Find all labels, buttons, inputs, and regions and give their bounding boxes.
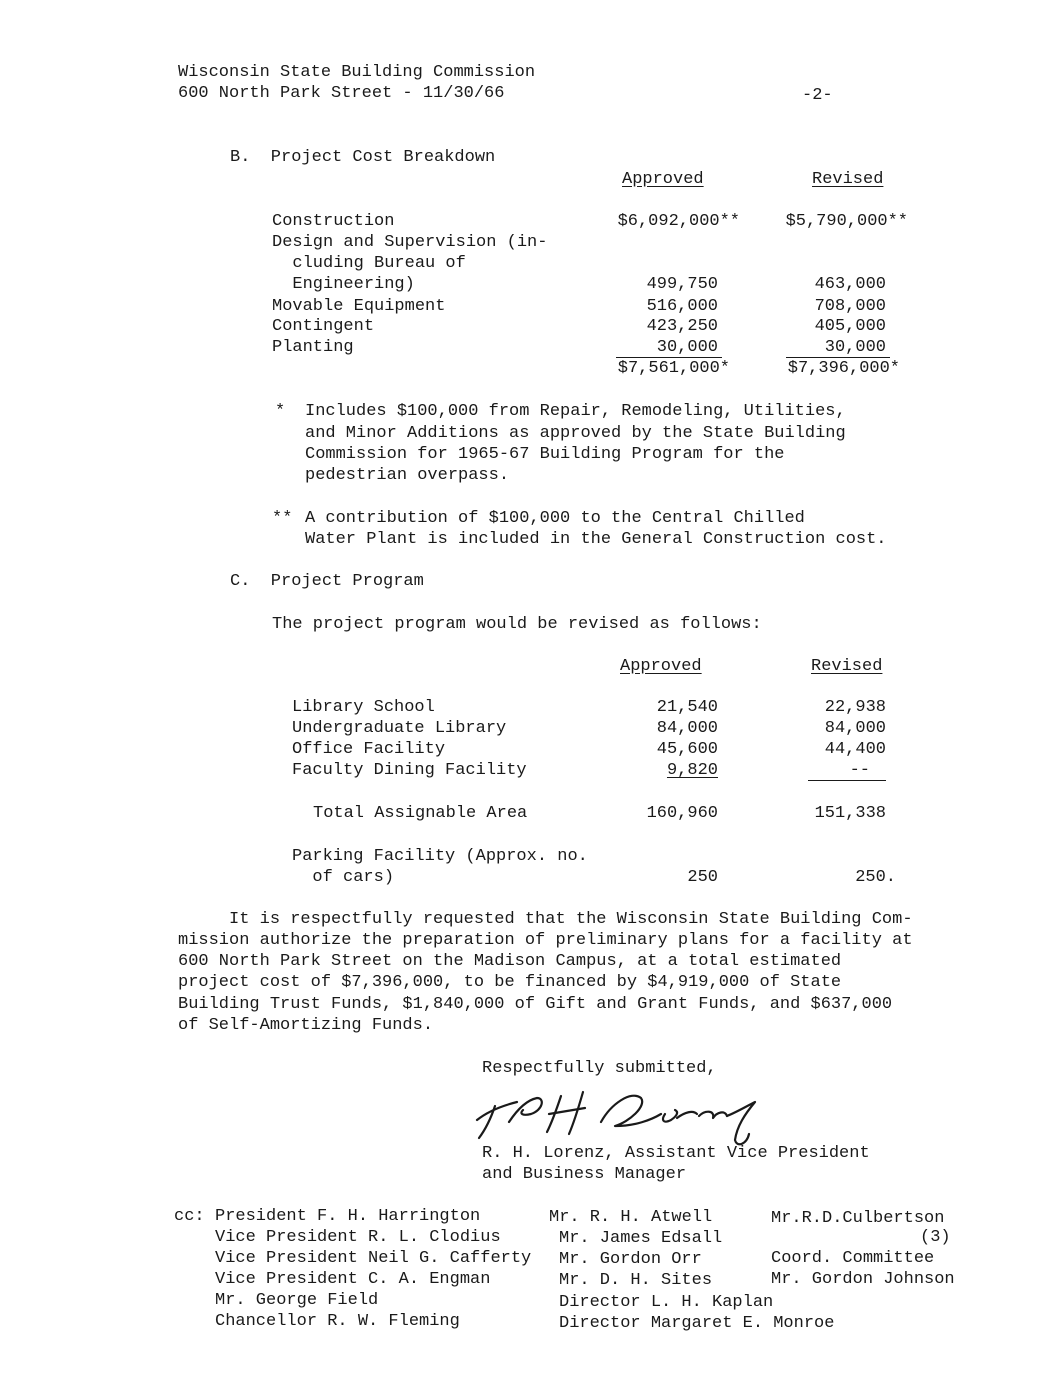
section-b-heading: B. Project Cost Breakdown (230, 148, 496, 167)
letter-subject: 600 North Park Street - 11/30/66 (178, 84, 505, 103)
row-label: Undergraduate Library (292, 719, 507, 738)
paragraph-line: Building Trust Funds, $1,840,000 of Gift and Grant Funds, and $637,000 (178, 995, 893, 1014)
parking-revised: 250. (855, 868, 896, 887)
signer-name: R. H. Lorenz, Assistant Vice President (482, 1144, 870, 1163)
row-approved: 45,600 (656, 740, 718, 759)
row-revised: 44,400 (824, 740, 886, 759)
paragraph-line: mission authorize the preparation of preliminary plans for a facility at (178, 931, 913, 950)
row-approved: 21,540 (656, 698, 718, 717)
c-col-revised: Revised (811, 657, 883, 676)
row-label: Library School (292, 698, 435, 717)
footnote-mark: * (275, 402, 286, 421)
total-revised: 151,338 (814, 804, 886, 823)
total-label: Total Assignable Area (313, 804, 528, 823)
section-c-heading: C. Project Program (230, 572, 424, 591)
salutation: Respectfully submitted, (482, 1059, 717, 1078)
row-approved: 9,820 (666, 761, 718, 780)
footnote-line: Water Plant is included in the General Construction cost. (305, 530, 887, 549)
row-approved: 499,750 (646, 275, 718, 294)
row-revised: 84,000 (824, 719, 886, 738)
list-item: Mr. James Edsall (559, 1229, 723, 1248)
list-item: Coord. Committee (771, 1249, 935, 1268)
footnote-line: Commission for 1965-67 Building Program for the (305, 445, 785, 464)
list-item: Mr.R.D.Culbertson (771, 1209, 945, 1228)
list-item: Vice President C. A. Engman (215, 1270, 491, 1289)
list-item: Vice President R. L. Clodius (215, 1228, 501, 1247)
list-item: Vice President Neil G. Cafferty (215, 1249, 532, 1268)
section-c-intro: The project program would be revised as follows: (272, 615, 762, 634)
b-col-approved: Approved (622, 170, 704, 189)
row-label: cluding Bureau of (272, 254, 466, 273)
list-item: Mr. D. H. Sites (559, 1271, 713, 1290)
list-item: (3) (920, 1228, 951, 1247)
row-revised: 463,000 (814, 275, 886, 294)
paragraph-line: of Self-Amortizing Funds. (178, 1016, 434, 1035)
row-approved: 84,000 (656, 719, 718, 738)
signature-image (465, 1082, 775, 1152)
page-number: -2- (802, 86, 833, 105)
row-label: Engineering) (272, 275, 415, 294)
paragraph-line: project cost of $7,396,000, to be financed by $4,919,000 of State (178, 973, 842, 992)
row-label: Office Facility (292, 740, 446, 759)
footnote-line: and Minor Additions as approved by the State Building (305, 424, 846, 443)
list-item: Director Margaret E. Monroe (559, 1314, 835, 1333)
footnote-line: A contribution of $100,000 to the Central Chilled (305, 509, 805, 528)
paragraph-line: It is respectfully requested that the Wisconsin State Building Com- (178, 910, 913, 929)
row-approved: 423,250 (646, 317, 718, 336)
row-approved: $6,092,000** (617, 212, 740, 231)
row-label: Planting (272, 338, 354, 357)
letterhead-org: Wisconsin State Building Commission (178, 63, 536, 82)
list-item: President F. H. Harrington (215, 1207, 481, 1226)
total-revised: $7,396,000* (787, 359, 900, 378)
list-item: Mr. R. H. Atwell (549, 1208, 713, 1227)
row-revised: 708,000 (814, 297, 886, 316)
footnote-mark: ** (272, 509, 293, 528)
row-label: Design and Supervision (in- (272, 233, 548, 252)
cc-label: cc: (174, 1207, 205, 1226)
signer-title: and Business Manager (482, 1165, 687, 1184)
total-approved: 160,960 (646, 804, 718, 823)
list-item: Mr. George Field (215, 1291, 379, 1310)
subtotal-rule-revised (808, 780, 886, 781)
footnote-line: pedestrian overpass. (305, 466, 510, 485)
total-approved: $7,561,000* (617, 359, 730, 378)
row-label: Construction (272, 212, 395, 231)
parking-label: of cars) (292, 868, 395, 887)
row-revised: $5,790,000** (785, 212, 908, 231)
c-col-approved: Approved (620, 657, 702, 676)
row-revised: 30,000 (824, 338, 886, 357)
list-item: Director L. H. Kaplan (559, 1293, 774, 1312)
paragraph-line: 600 North Park Street on the Madison Campus, at a total estimated (178, 952, 842, 971)
row-label: Movable Equipment (272, 297, 446, 316)
footnote-line: Includes $100,000 from Repair, Remodeling, Utilities, (305, 402, 846, 421)
row-approved: 30,000 (656, 338, 718, 357)
row-label: Contingent (272, 317, 375, 336)
row-revised: -- (849, 761, 870, 780)
list-item: Mr. Gordon Orr (559, 1250, 702, 1269)
parking-label: Parking Facility (Approx. no. (292, 847, 588, 866)
row-approved: 516,000 (646, 297, 718, 316)
row-revised: 405,000 (814, 317, 886, 336)
list-item: Mr. Gordon Johnson (771, 1270, 955, 1289)
b-col-revised: Revised (812, 170, 884, 189)
row-revised: 22,938 (824, 698, 886, 717)
parking-approved: 250 (687, 868, 718, 887)
row-label: Faculty Dining Facility (292, 761, 527, 780)
list-item: Chancellor R. W. Fleming (215, 1312, 460, 1331)
